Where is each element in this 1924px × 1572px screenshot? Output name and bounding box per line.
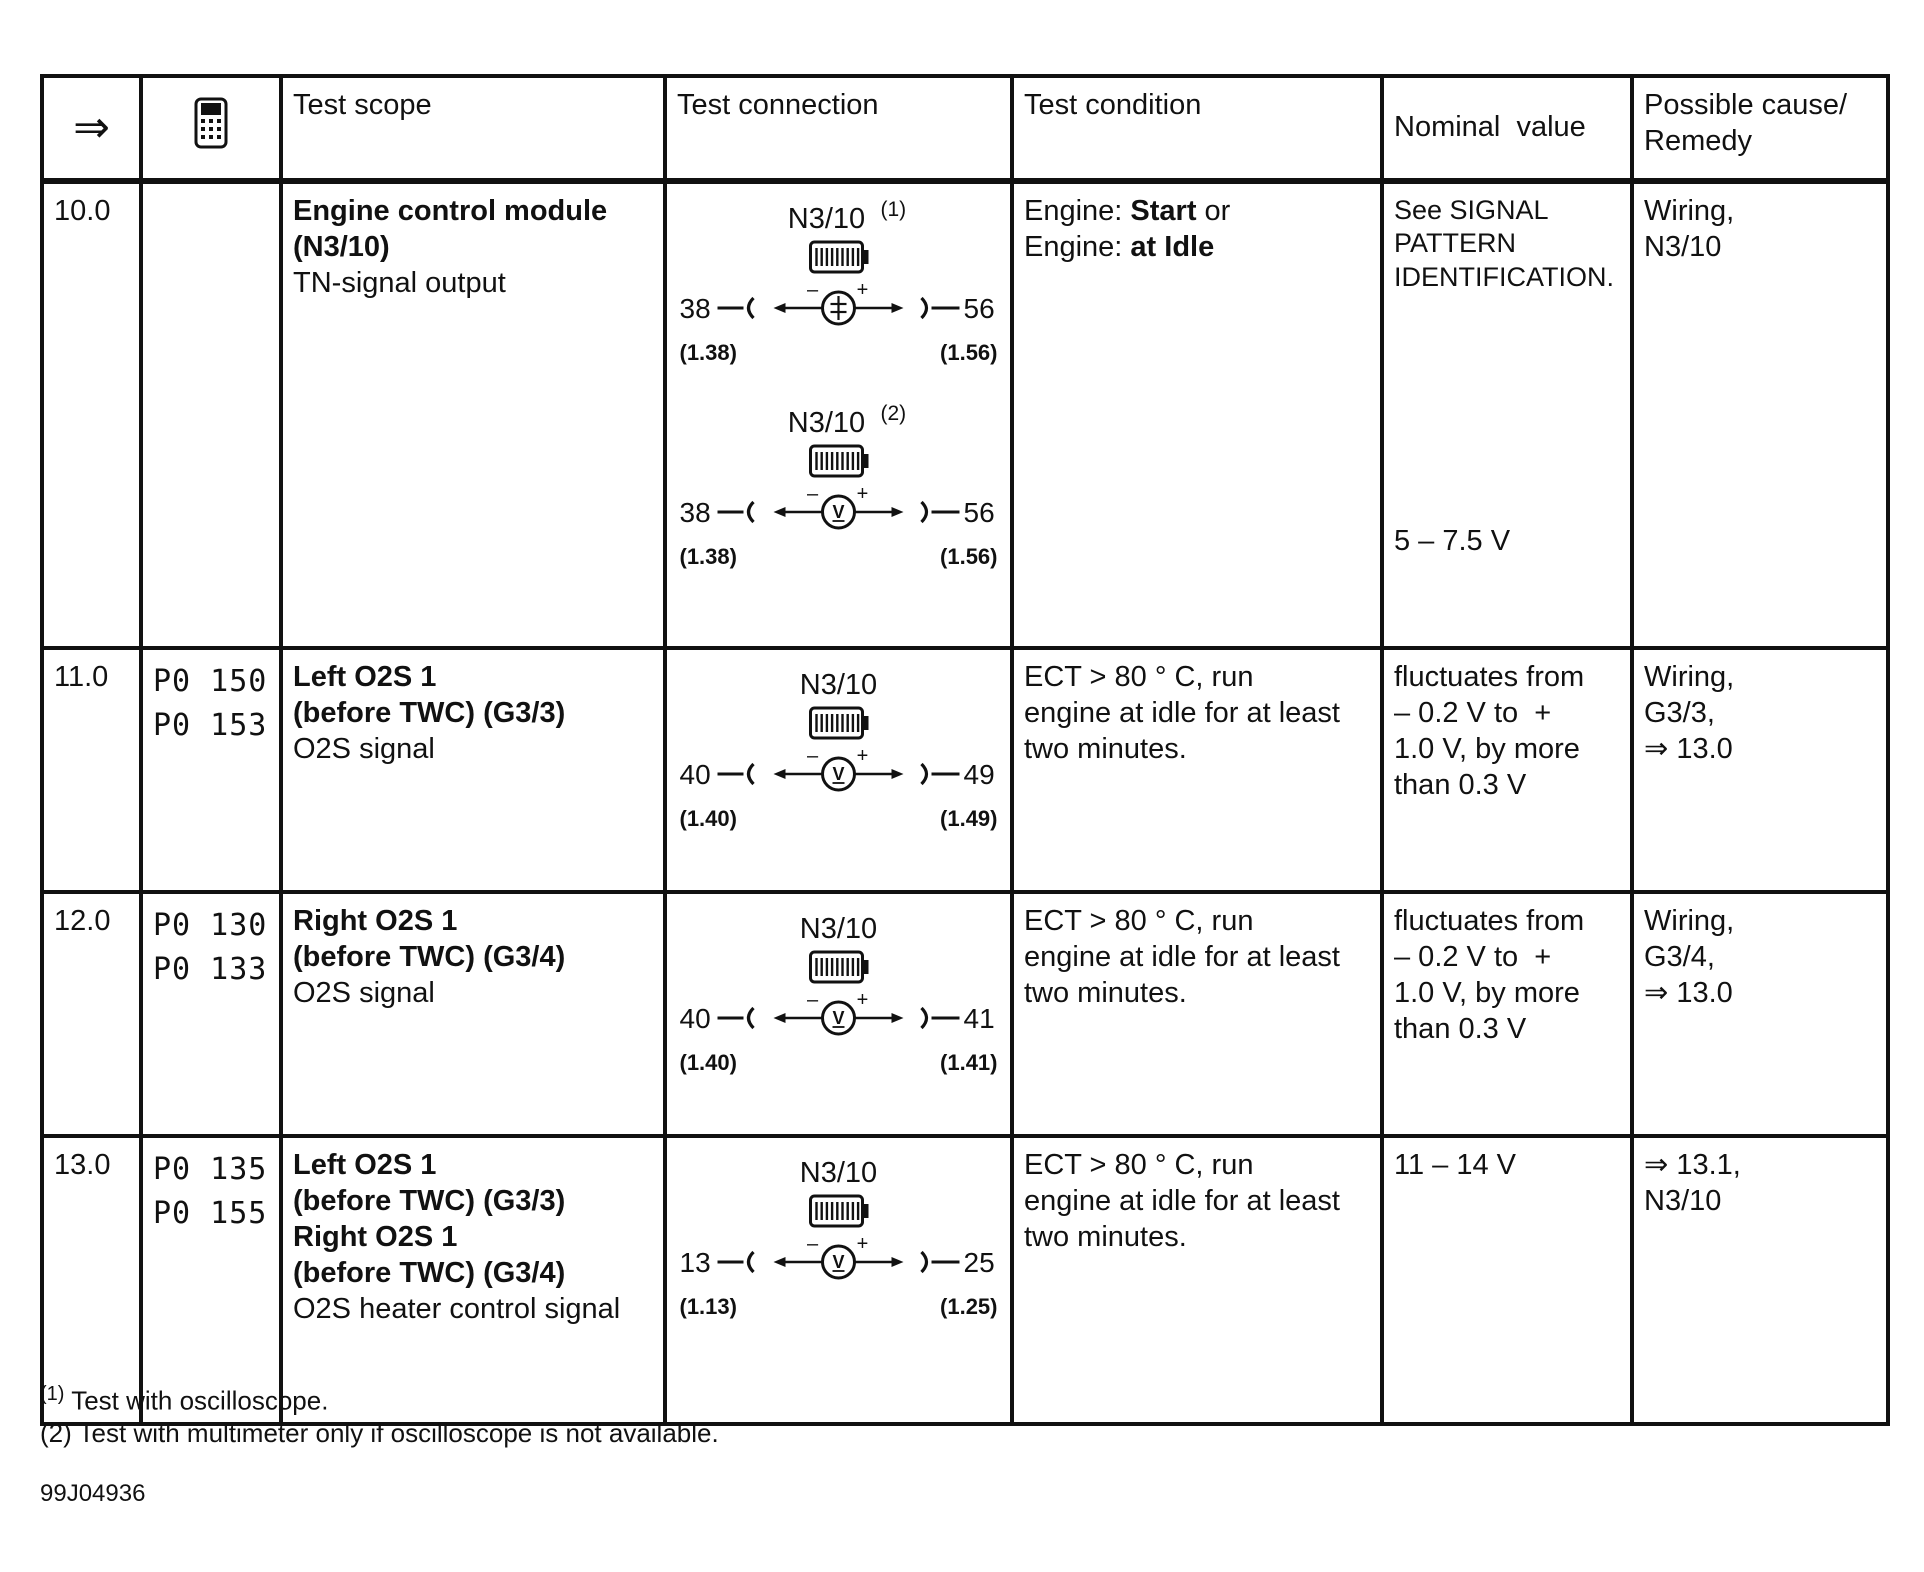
- pin-right-sublabel: (1.25): [940, 1294, 998, 1319]
- pin-right: 56: [963, 497, 995, 528]
- fault-code: P0 155: [153, 1195, 268, 1231]
- polarity-minus: –: [806, 989, 819, 1011]
- polarity-minus: –: [806, 483, 819, 505]
- table-row: [42, 1136, 1888, 1424]
- scope-line: (before TWC) (G3/4): [293, 940, 566, 973]
- plug-right: [922, 1252, 927, 1272]
- remedy-line: Wiring,: [1644, 905, 1735, 937]
- fault-code: P0 133: [153, 951, 268, 987]
- connection-diagram: [673, 658, 1004, 858]
- pin-right: 41: [963, 1003, 995, 1034]
- condition-line: ECT > 80 ° C, run: [1024, 1149, 1254, 1181]
- header-tester-cell: [141, 76, 281, 181]
- connector-tab: [863, 716, 869, 730]
- step-number: 12.0: [42, 892, 141, 1136]
- pin-left: 40: [679, 759, 711, 790]
- scope-line: Engine control module: [293, 195, 608, 227]
- footnote-2: [40, 1418, 719, 1449]
- pin-left-sublabel: (1.13): [679, 1294, 737, 1319]
- pin-left: 38: [679, 497, 711, 528]
- remedy-line: G3/3,: [1644, 696, 1715, 729]
- scope-line: TN-signal output: [293, 266, 506, 299]
- condition-label: Engine:: [1024, 195, 1123, 227]
- remedy-line: ⇒ 13.1,: [1644, 1149, 1741, 1181]
- pin-right: 49: [963, 759, 995, 790]
- condition-line: engine at idle for at least: [1024, 940, 1340, 973]
- scope-line: Left O2S 1: [293, 1149, 437, 1181]
- connector-tab: [863, 1204, 869, 1218]
- scope-line: (before TWC) (G3/4): [293, 1256, 566, 1289]
- pin-right: 56: [963, 293, 995, 324]
- arrow-icon: ⇒: [73, 102, 110, 152]
- arrow-right-head: [892, 769, 904, 779]
- condition-line: two minutes.: [1024, 976, 1187, 1009]
- fault-codes: [141, 1136, 281, 1424]
- connection-diagram: [673, 396, 1004, 596]
- test-scope: [281, 1136, 665, 1424]
- fault-code: P0 135: [153, 1152, 268, 1187]
- fault-code: P0 150: [153, 664, 268, 699]
- possible-cause: [1632, 181, 1888, 648]
- diagnostic-table: [40, 74, 1890, 1426]
- condition-label: Engine:: [1024, 230, 1123, 263]
- pin-right-sublabel: (1.56): [940, 544, 998, 569]
- fault-codes: [141, 892, 281, 1136]
- nominal-value: [1382, 648, 1632, 892]
- fault-code: P0 153: [153, 707, 268, 743]
- arrow-left-head: [774, 769, 786, 779]
- pin-left: 38: [679, 293, 711, 324]
- nominal-value: [1382, 181, 1632, 648]
- polarity-plus: +: [856, 483, 869, 505]
- pin-right-sublabel: (1.49): [940, 806, 998, 831]
- arrow-right-head: [892, 1257, 904, 1267]
- possible-cause: [1632, 648, 1888, 892]
- condition-value: Start: [1130, 195, 1197, 227]
- header-test-scope: Test scope: [281, 76, 665, 181]
- header-arrow-cell: [42, 76, 141, 181]
- condition-line: ECT > 80 ° C, run: [1024, 661, 1254, 693]
- plug-right: [922, 298, 927, 318]
- table-row: [42, 181, 1888, 648]
- condition-line: [1024, 194, 1370, 230]
- condition-line: [1024, 230, 1370, 266]
- nominal-line: PATTERN: [1394, 228, 1517, 259]
- fault-codes: [141, 648, 281, 892]
- test-condition: [1012, 892, 1382, 1136]
- polarity-minus: –: [806, 745, 819, 767]
- polarity-minus: –: [806, 1233, 819, 1255]
- remedy-line: Wiring,: [1644, 661, 1735, 693]
- test-connection: [665, 181, 1012, 648]
- connector-tab: [863, 250, 869, 264]
- plug-left: [749, 764, 754, 784]
- step-number: 11.0: [42, 648, 141, 892]
- voltmeter-letter: V: [832, 764, 845, 784]
- remedy-line: ⇒ 13.0: [1644, 976, 1733, 1009]
- plug-left: [749, 298, 754, 318]
- plug-right: [922, 1008, 927, 1028]
- test-condition: [1012, 648, 1382, 892]
- connector-icon: [811, 952, 869, 982]
- footnote-ref: (1): [880, 198, 907, 221]
- nominal-value: [1382, 892, 1632, 1136]
- test-connection: [665, 648, 1012, 892]
- connector-icon: [811, 242, 869, 272]
- table-row: [42, 892, 1888, 1136]
- arrow-left-head: [774, 1013, 786, 1023]
- condition-line: ECT > 80 ° C, run: [1024, 905, 1254, 937]
- nominal-line: fluctuates from: [1394, 661, 1585, 693]
- remedy-line: Wiring,: [1644, 195, 1735, 227]
- nominal-line: 11 – 14 V: [1394, 1149, 1517, 1181]
- pin-left: 40: [679, 1003, 711, 1034]
- condition-line: engine at idle for at least: [1024, 1184, 1340, 1217]
- arrow-left-head: [774, 1257, 786, 1267]
- test-condition: [1012, 181, 1382, 648]
- voltmeter-letter: V: [832, 1008, 845, 1028]
- table-row: [42, 648, 1888, 892]
- possible-cause: [1632, 892, 1888, 1136]
- pin-left-sublabel: (1.40): [679, 806, 737, 831]
- condition-line: two minutes.: [1024, 732, 1187, 765]
- header-possible-cause: [1632, 76, 1888, 181]
- nominal-line: 5 – 7.5 V: [1394, 525, 1511, 558]
- header-test-condition: Test condition: [1012, 76, 1382, 181]
- step-number: 13.0: [42, 1136, 141, 1424]
- connector-icon: [811, 446, 869, 476]
- scope-line: Right O2S 1: [293, 1220, 458, 1253]
- voltmeter-letter: V: [832, 502, 845, 522]
- connector-tab: [863, 960, 869, 974]
- step-number: 10.0: [42, 181, 141, 648]
- module-label: N3/10: [799, 669, 878, 701]
- connection-diagram: [673, 192, 1004, 392]
- condition-value: at Idle: [1130, 230, 1215, 263]
- plug-right: [922, 764, 927, 784]
- nominal-line: fluctuates from: [1394, 905, 1585, 937]
- scope-line: O2S signal: [293, 976, 435, 1009]
- condition-line: two minutes.: [1024, 1220, 1187, 1253]
- fault-code: P0 130: [153, 908, 268, 943]
- nominal-spacer: [1394, 294, 1620, 524]
- arrow-left-head: [774, 303, 786, 313]
- module-label: N3/10: [787, 407, 866, 439]
- document-id: 99J04936: [40, 1480, 146, 1507]
- remedy-line: G3/4,: [1644, 940, 1715, 973]
- scope-line: Left O2S 1: [293, 661, 437, 693]
- pin-right-sublabel: (1.41): [940, 1050, 998, 1075]
- arrow-right-head: [892, 1013, 904, 1023]
- fault-codes: [141, 181, 281, 648]
- nominal-line: – 0.2 V to +: [1394, 696, 1552, 729]
- header-nominal-value: Nominal value: [1382, 76, 1632, 181]
- footnote-mark: (1): [40, 1383, 65, 1405]
- polarity-plus: +: [856, 1233, 869, 1255]
- module-label: N3/10: [787, 203, 866, 235]
- footnote-1: [40, 1382, 328, 1417]
- header-cause-line-2: Remedy: [1644, 124, 1752, 157]
- nominal-line: than 0.3 V: [1394, 1012, 1527, 1045]
- connector-icon: [811, 1196, 869, 1226]
- condition-suffix: or: [1196, 195, 1231, 227]
- nominal-line: See SIGNAL: [1394, 195, 1549, 225]
- test-condition: [1012, 1136, 1382, 1424]
- connection-diagram: [673, 902, 1004, 1102]
- polarity-plus: +: [856, 745, 869, 767]
- scope-line: (before TWC) (G3/3): [293, 1184, 566, 1217]
- scope-line: (before TWC) (G3/3): [293, 696, 566, 729]
- voltmeter-letter: V: [832, 1252, 845, 1272]
- pin-left-sublabel: (1.38): [679, 340, 737, 365]
- scope-line: O2S signal: [293, 732, 435, 765]
- plug-right: [922, 502, 927, 522]
- pin-right: 25: [963, 1247, 995, 1278]
- footnote-ref: (2): [880, 402, 907, 425]
- arrow-right-head: [892, 303, 904, 313]
- remedy-line: N3/10: [1644, 1184, 1722, 1217]
- remedy-line: N3/10: [1644, 230, 1722, 263]
- pin-left-sublabel: (1.38): [679, 544, 737, 569]
- connection-diagram: [673, 1146, 1004, 1346]
- test-connection: [665, 1136, 1012, 1424]
- nominal-line: – 0.2 V to +: [1394, 940, 1552, 973]
- module-label: N3/10: [799, 913, 878, 945]
- possible-cause: [1632, 1136, 1888, 1424]
- nominal-line: 1.0 V, by more: [1394, 732, 1580, 765]
- test-connection: [665, 892, 1012, 1136]
- scope-line: (N3/10): [293, 230, 390, 263]
- footnote-mark: (2): [40, 1418, 72, 1448]
- connector-tab: [863, 454, 869, 468]
- scope-line: O2S heater control signal: [293, 1292, 621, 1325]
- header-row: [42, 76, 1888, 181]
- header-test-connection: Test connection: [665, 76, 1012, 181]
- scope-line: Right O2S 1: [293, 905, 458, 937]
- plug-left: [749, 502, 754, 522]
- polarity-plus: +: [856, 279, 869, 301]
- pin-right-sublabel: (1.56): [940, 340, 998, 365]
- plug-left: [749, 1252, 754, 1272]
- test-scope: [281, 892, 665, 1136]
- pin-left: 13: [679, 1247, 711, 1278]
- nominal-line: 1.0 V, by more: [1394, 976, 1580, 1009]
- module-label: N3/10: [799, 1157, 878, 1189]
- header-cause-line-1: Possible cause/: [1644, 89, 1848, 121]
- plug-left: [749, 1008, 754, 1028]
- connector-icon: [811, 708, 869, 738]
- footnote-text: Test with oscilloscope.: [71, 1385, 329, 1416]
- hand-held-tester-icon: [194, 97, 228, 149]
- nominal-value: [1382, 1136, 1632, 1424]
- polarity-plus: +: [856, 989, 869, 1011]
- nominal-line: IDENTIFICATION.: [1394, 261, 1614, 292]
- pin-left-sublabel: (1.40): [679, 1050, 737, 1075]
- test-scope: [281, 181, 665, 648]
- arrow-right-head: [892, 507, 904, 517]
- polarity-minus: –: [806, 279, 819, 301]
- test-scope: [281, 648, 665, 892]
- nominal-line: than 0.3 V: [1394, 768, 1527, 801]
- remedy-line: ⇒ 13.0: [1644, 732, 1733, 765]
- footnote-text: Test with multimeter only if oscilloscope is not available.: [78, 1418, 719, 1448]
- arrow-left-head: [774, 507, 786, 517]
- condition-line: engine at idle for at least: [1024, 696, 1340, 729]
